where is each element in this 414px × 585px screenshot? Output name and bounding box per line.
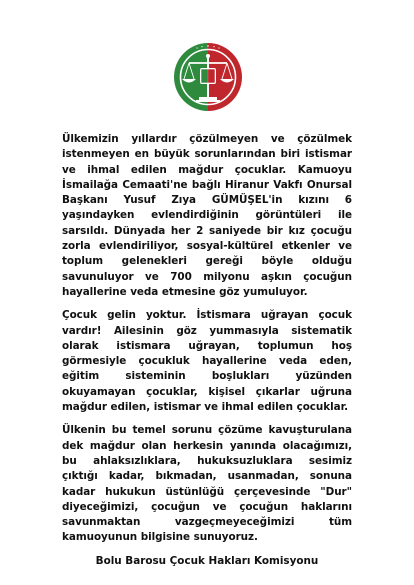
statement-body <box>62 132 352 569</box>
signature: Bolu Barosu Çocuk Hakları Komisyonu <box>95 554 319 567</box>
paragraph-1: Ülkemizin yıllardır çözülmeyen ve çözülmek istenmeyen en büyük sorunlarından biri istismar ve ihmal edilen mağdur çocuklar. Kamuoyu İsmailağa Cemaati'ne bağlı Hiranur Vakfı Onursal Başkanı Yusuf Zıya GÜMÜŞEL'in kızını 6 yaşındayken evlendirdiğinin görüntüleri ile sarsıldı. Dünyada her 2 saniyede bir kız çocuğu zorla evlendiriliyor, sosyal-kültürel etkenler ve toplum gelenekleri gereği böyle olduğu savunuluyor ve 700 milyonu aşkın çocuğun hayallerine veda etmesine göz yumuluyor. <box>62 133 352 298</box>
paragraph-2: Çocuk gelin yoktur. İstismara uğrayan çocuk vardır! Ailesinin göz yummasıyla sistematik olarak istismara uğrayan, toplumun hoş görmesiyle çocukluk hayallerine veda eden, eğitim sisteminin boşlukları yüzünden okuyamayan çocuklar, kişisel çıkarlar uğruna mağdur edilen, istismar ve ihmal edilen çocuklar. <box>62 309 352 414</box>
paragraph-3: Ülkenin bu temel sorunu çözüme kavuşturulana dek mağdur olan herkesin yanında olacağımızı, bu ahlaksızlıklara, hukuksuzluklara sesimiz çıktığı kadar, bıkmadan, usanmadan, sonuna kadar hukukun üstünlüğü çerçevesinde "Dur" diyeceğimizi, çocuğun ve çocuğun haklarını savunmaktan vazgeçmeyeceğimizi tüm kamuoyunun bilgisine sunuyoruz. <box>62 424 352 544</box>
scales-of-justice-emblem-icon <box>172 41 244 113</box>
bar-association-logo <box>172 41 244 113</box>
